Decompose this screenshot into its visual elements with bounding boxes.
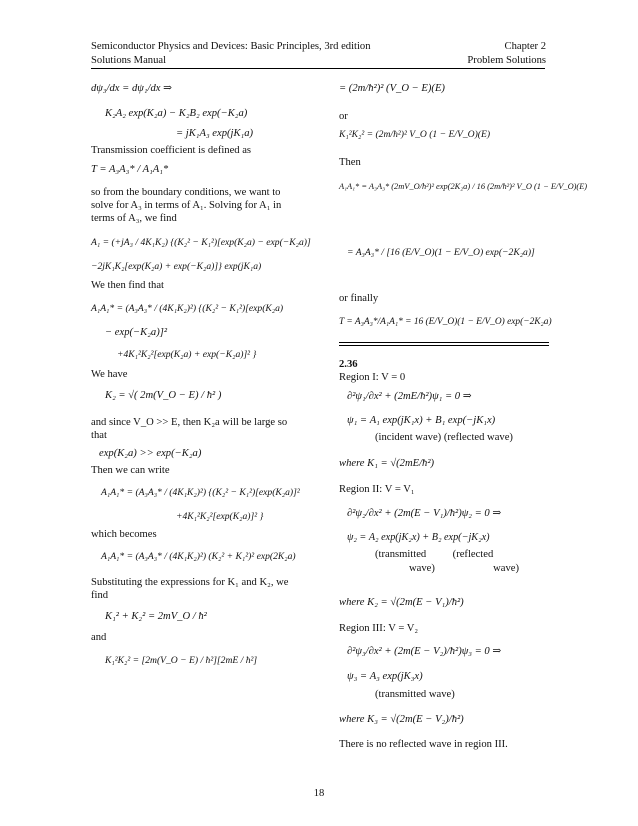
text-line: Region I: V = 0 — [339, 372, 406, 383]
text-line: or — [339, 111, 348, 122]
equation: ψ₁ = A₁ exp(jK₁x) + B₁ exp(−jK₁x) — [347, 415, 496, 426]
text-line: Then we can write — [91, 465, 170, 476]
text-line: Region III: V = V₂ — [339, 623, 419, 634]
equation: ∂²ψ₃/∂x² + (2m(E − V₂)/ħ²)ψ₃ = 0 ⇒ — [347, 646, 502, 657]
text-line: Substituting the expressions for K₁ and K₂, we — [91, 577, 289, 588]
equation: A₁A₁* = (A₃A₃* / (4K₁K₂)²) {(K₂² − K₁²)[exp(K₂a)]² — [101, 487, 300, 498]
equation: − exp(−K₂a)]² — [105, 327, 168, 338]
equation: −2jK₁K₂[exp(K₂a) + exp(−K₂a)]} exp(jK₁a) — [91, 261, 262, 272]
equation: K₂ = √( 2m(V_O − E) / ħ² ) — [105, 390, 222, 401]
equation: K₁²K₂² = (2m/ħ²)² V_O (1 − E/V_O)(E) — [339, 129, 491, 140]
text-line: that — [91, 430, 107, 441]
equation: K₁²K₂² = [2m(V_O − E) / ħ²][2mE / ħ²] — [105, 655, 258, 666]
text-line: (transmitted (reflected — [375, 549, 494, 560]
equation: T = A₃A₃* / A₁A₁* — [91, 164, 169, 175]
equation: ψ₃ = A₃ exp(jK₃x) — [347, 671, 423, 682]
equation: ∂²ψ₂/∂x² + (2m(E − V₁)/ħ²)ψ₂ = 0 ⇒ — [347, 508, 502, 519]
text-line: There is no reflected wave in region III. — [339, 739, 508, 750]
text-line: (transmitted wave) — [375, 689, 455, 700]
header-chapter: Chapter 2 — [504, 41, 546, 52]
equation: A₁A₁* = (A₃A₃* / (4K₁K₂)²) (K₂² + K₁²)² exp(2K₂a) — [101, 551, 296, 562]
problem-number: 2.36 — [339, 359, 358, 370]
text-line: find — [91, 590, 109, 601]
text-line: which becomes — [91, 529, 157, 540]
text-line: Then — [339, 157, 361, 168]
text-line: or finally — [339, 293, 379, 304]
equation: ψ₂ = A₂ exp(jK₂x) + B₂ exp(−jK₂x) — [347, 532, 490, 543]
equation: = jK₁A₃ exp(jK₁a) — [176, 128, 254, 139]
text-line: and since V_O >> E, then K₂a will be large so — [91, 417, 288, 428]
equation: K₁² + K₂² = 2mV_O / ħ² — [105, 611, 207, 622]
equation: T = A₃A₃*/A₁A₁* = 16 (E/V_O)(1 − E/V_O) exp(−2K₂a) — [339, 317, 552, 327]
text-line: We then find that — [91, 280, 164, 291]
equation: +4K₁²K₂²[exp(K₂a)]² } — [176, 511, 264, 522]
text-line: Region II: V = V₁ — [339, 484, 415, 495]
equation: +4K₁²K₂²[exp(K₂a) + exp(−K₂a)]² } — [117, 349, 257, 360]
equation: K₂A₂ exp(K₂a) − K₂B₂ exp(−K₂a) — [105, 108, 248, 119]
text-line: terms of A₃, we find — [91, 213, 177, 224]
text-line: and — [91, 632, 107, 643]
equation: where K₂ = √(2m(E − V₁)/ħ²) — [339, 597, 464, 608]
text-line: so from the boundary conditions, we want to — [91, 187, 281, 198]
header-section: Problem Solutions — [467, 54, 546, 66]
equation: dψ₃/dx = dψ₁/dx ⇒ — [91, 83, 172, 94]
header-left — [91, 40, 371, 67]
equation: ∂²ψ₁/∂x² + (2mE/ħ²)ψ₁ = 0 ⇒ — [347, 391, 472, 402]
header-rule — [91, 68, 545, 69]
text-line: solve for A₃ in terms of A₁. Solving for A₁ in — [91, 200, 282, 211]
equation: A₁ = (+jA₃ / 4K₁K₂) {(K₂² − K₁²)[exp(K₂a) − exp(−K₂a)] — [91, 237, 311, 248]
header-manual: Solutions Manual — [91, 54, 167, 66]
page-number: 18 — [313, 788, 325, 799]
equation: A₁A₁* = A₃A₃* (2mV_O/ħ²)² exp(2K₂a) / 16 (2m/ħ²)² V_O (1 − E/V_O)(E) — [339, 182, 588, 191]
text-line: We have — [91, 369, 128, 380]
text-line: wave) wave) — [409, 563, 520, 574]
equation: where K₃ = √(2m(E − V₂)/ħ²) — [339, 714, 464, 725]
equation: where K₁ = √(2mE/ħ²) — [339, 458, 435, 469]
text-line: (incident wave) (reflected wave) — [375, 432, 513, 443]
section-divider — [339, 342, 549, 346]
header-book-title: Semiconductor Physics and Devices: Basic Principles, 3rd edition — [91, 41, 371, 52]
header-right — [467, 40, 546, 67]
equation: exp(K₂a) >> exp(−K₂a) — [99, 448, 202, 459]
equation: A₁A₁* = (A₃A₃* / (4K₁K₂)²) {(K₂² − K₁²)[exp(K₂a) — [91, 303, 284, 314]
equation: = A₃A₃* / [16 (E/V_O)(1 − E/V_O) exp(−2K₂a)] — [347, 247, 535, 258]
equation: = (2m/ħ²)² (V_O − E)(E) — [339, 83, 445, 94]
text-line: Transmission coefficient is defined as — [91, 145, 252, 156]
